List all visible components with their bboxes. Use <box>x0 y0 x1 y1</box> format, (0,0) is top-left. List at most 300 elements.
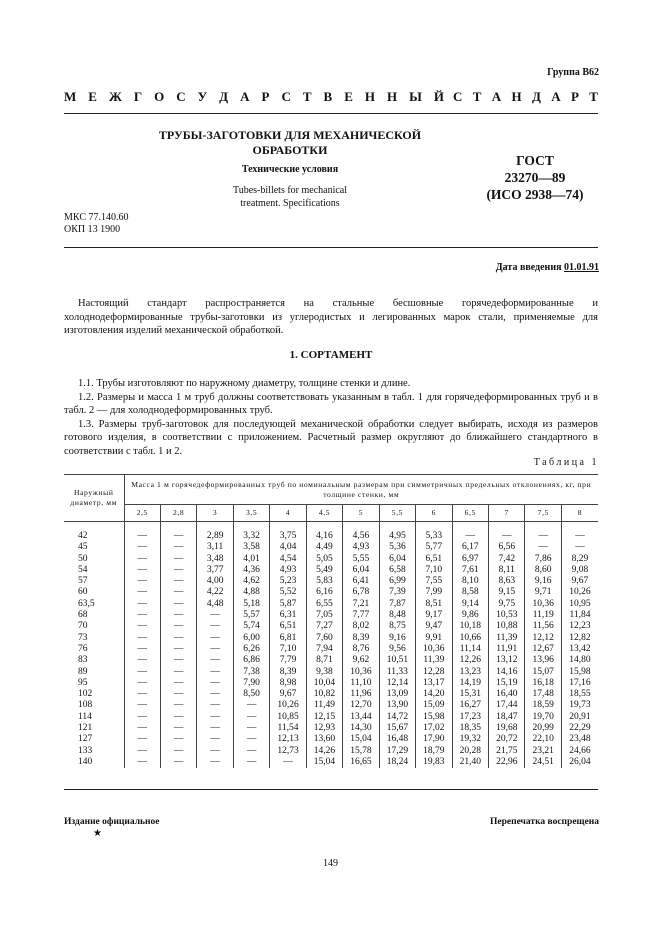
mass-cell: 17,44 <box>489 700 525 711</box>
diameter-cell: 45 <box>78 542 88 553</box>
mass-cell: — <box>197 655 233 666</box>
mass-cell: 10,85 <box>270 712 306 723</box>
mass-cell: 4,04 <box>270 542 306 553</box>
mass-cell: — <box>197 678 233 689</box>
mass-cell: — <box>160 621 196 632</box>
mass-cell: 8,75 <box>379 621 415 632</box>
mass-cell: — <box>160 667 196 678</box>
mass-cell: 3,32 <box>233 522 269 543</box>
mass-cell: 3,75 <box>270 522 306 543</box>
mass-cell: 6,17 <box>452 542 488 553</box>
mass-cell: 15,98 <box>561 667 598 678</box>
mass-cell: — <box>160 633 196 644</box>
thickness-header: 8 <box>561 505 598 522</box>
mass-cell: 3,48 <box>197 554 233 565</box>
mass-cell: 11,39 <box>489 633 525 644</box>
mass-cell: 17,48 <box>525 689 561 700</box>
thickness-header: 5 <box>343 505 379 522</box>
mass-cell: 21,40 <box>452 757 488 768</box>
mass-cell: 11,19 <box>525 610 561 621</box>
mass-cell: 7,10 <box>416 565 452 576</box>
mass-cell: 6,51 <box>270 621 306 632</box>
mass-cell: — <box>160 522 196 543</box>
table-row <box>64 633 598 644</box>
mass-cell: 7,55 <box>416 576 452 587</box>
mass-cell: — <box>124 565 160 576</box>
mass-cell: — <box>197 633 233 644</box>
mass-cell: — <box>124 522 160 543</box>
mass-cell: — <box>197 734 233 745</box>
mass-cell: 12,93 <box>306 723 342 734</box>
mass-cell: — <box>525 522 561 543</box>
date-value: 01.01.91 <box>564 262 599 273</box>
diameter-cell: 42 <box>78 531 88 541</box>
group-code: Группа В62 <box>547 67 599 78</box>
mass-cell: 8,39 <box>270 667 306 678</box>
thickness-header: 4 <box>270 505 306 522</box>
section-heading: 1. СОРТАМЕНТ <box>289 349 373 361</box>
mass-cell: 15,31 <box>452 689 488 700</box>
table-row <box>64 542 598 553</box>
mass-cell: 7,90 <box>233 678 269 689</box>
iso-number: (ИСО 2938—74) <box>486 187 584 202</box>
mass-cell: 24,51 <box>525 757 561 768</box>
mass-cell: — <box>124 712 160 723</box>
mass-cell: 8,71 <box>306 655 342 666</box>
mass-cell: 9,14 <box>452 599 488 610</box>
thickness-header: 6 <box>416 505 452 522</box>
banner-letter: А <box>551 89 561 104</box>
gost-number: 23270—89 <box>504 170 566 185</box>
mass-cell: 12,73 <box>270 746 306 757</box>
mass-cell: — <box>160 565 196 576</box>
mass-cell: — <box>160 746 196 757</box>
banner-letter: В <box>323 89 333 104</box>
mass-cell: 17,29 <box>379 746 415 757</box>
mass-cell: 11,39 <box>416 655 452 666</box>
mass-cell: 6,97 <box>452 554 488 565</box>
mass-cell: 14,72 <box>379 712 415 723</box>
mass-cell: 10,36 <box>525 599 561 610</box>
mass-cell: 4,93 <box>270 565 306 576</box>
mass-cell: 15,09 <box>416 700 452 711</box>
mass-cell: — <box>124 700 160 711</box>
mass-cell: 14,19 <box>452 678 488 689</box>
mass-cell: 7,61 <box>452 565 488 576</box>
mass-cell: 12,14 <box>379 678 415 689</box>
mass-cell: 11,96 <box>343 689 379 700</box>
diameter-cell: 60 <box>78 587 88 598</box>
mass-cell: 6,81 <box>270 633 306 644</box>
mass-cell: — <box>160 542 196 553</box>
mass-cell: 17,90 <box>416 734 452 745</box>
mass-cell: 13,60 <box>306 734 342 745</box>
diameter-cell: 50 <box>78 553 88 564</box>
mass-cell: 4,48 <box>197 599 233 610</box>
mass-cell: — <box>124 610 160 621</box>
mass-cell: 13,23 <box>452 667 488 678</box>
mass-cell: 5,87 <box>270 599 306 610</box>
table-row <box>64 644 598 655</box>
gost-designation <box>470 152 600 203</box>
mass-cell: — <box>160 700 196 711</box>
mass-cell: 6,86 <box>233 655 269 666</box>
mass-cell: 12,70 <box>343 700 379 711</box>
diameter-cell: 121 <box>78 723 93 734</box>
mass-cell: — <box>197 667 233 678</box>
mass-cell: 9,67 <box>270 689 306 700</box>
banner-letter: Н <box>511 89 522 104</box>
mass-cell: 9,08 <box>561 565 598 576</box>
mass-cell: 14,80 <box>561 655 598 666</box>
mass-cell: 12,67 <box>525 644 561 655</box>
banner-letter: Н <box>386 89 398 104</box>
mass-cell: 9,91 <box>416 633 452 644</box>
table-row <box>64 621 598 632</box>
mass-cell: 8,11 <box>489 565 525 576</box>
reprint-prohibited: Перепечатка воспрещена <box>489 817 599 827</box>
mass-cell: — <box>160 644 196 655</box>
mass-cell: 10,36 <box>416 644 452 655</box>
mass-cell: — <box>124 644 160 655</box>
official-edition: Издание официальное <box>64 817 160 827</box>
diameter-cell: 70 <box>78 621 88 632</box>
mass-cell: 18,35 <box>452 723 488 734</box>
mass-cell: 7,60 <box>306 633 342 644</box>
mass-cell: 6,41 <box>343 576 379 587</box>
mass-cell: — <box>124 599 160 610</box>
thickness-header: 6,5 <box>452 505 488 522</box>
table-row <box>64 678 598 689</box>
banner-letter: С <box>453 89 463 104</box>
mass-cell: 3,11 <box>197 542 233 553</box>
table-row <box>64 746 598 757</box>
mass-cell: — <box>160 599 196 610</box>
mass-cell: — <box>233 700 269 711</box>
mass-cell: 7,05 <box>306 610 342 621</box>
mass-cell: 17,02 <box>416 723 452 734</box>
mass-cell: 6,78 <box>343 587 379 598</box>
banner-letter: С <box>176 89 186 104</box>
mass-cell: 9,67 <box>561 576 598 587</box>
mass-cell: 18,55 <box>561 689 598 700</box>
mass-cell: 11,10 <box>343 678 379 689</box>
mass-cell: 7,21 <box>343 599 379 610</box>
thickness-header: 3 <box>197 505 233 522</box>
diameter-cell: 54 <box>78 564 88 575</box>
mass-cell: — <box>124 621 160 632</box>
mass-cell: 12,13 <box>270 734 306 745</box>
paragraph-1-3: 1.3. Размеры труб-заготовок для последующей механической обработки следует выбирать, исходя из размеров готового изделия, в соответствии с приложением. Расчетный размер округляют до ближайшего стандартного в соответствии с табл. 1 и 2. <box>64 418 598 457</box>
mass-cell: 12,23 <box>561 621 598 632</box>
diameter-cell: 63,5 <box>78 598 95 609</box>
title-line-2: ОБРАБОТКИ <box>252 143 328 157</box>
mass-cell: — <box>197 621 233 632</box>
table-row <box>64 522 598 543</box>
title-line-1: ТРУБЫ-ЗАГОТОВКИ ДЛЯ МЕХАНИЧЕСКОЙ <box>158 128 422 142</box>
mass-cell: 22,96 <box>489 757 525 768</box>
mass-cell: 4,54 <box>270 554 306 565</box>
mass-cell: 13,17 <box>416 678 452 689</box>
document-subtitle: Технические условия <box>241 164 339 175</box>
mass-cell: — <box>233 723 269 734</box>
mass-cell: — <box>525 542 561 553</box>
mass-cell: — <box>160 734 196 745</box>
star-mark: ★ <box>93 828 102 839</box>
diameter-cell: 133 <box>78 745 93 756</box>
mass-cell: 8,29 <box>561 554 598 565</box>
mass-cell: 23,21 <box>525 746 561 757</box>
mass-cell: 7,77 <box>343 610 379 621</box>
mass-cell: — <box>124 667 160 678</box>
diameter-cell: 73 <box>78 632 88 643</box>
mass-cell: 11,49 <box>306 700 342 711</box>
banner-letter: С <box>281 89 291 104</box>
mass-cell: — <box>197 700 233 711</box>
mass-cell: 6,56 <box>489 542 525 553</box>
mass-cell: 6,04 <box>343 565 379 576</box>
mass-cell: 14,26 <box>306 746 342 757</box>
mass-cell: — <box>233 712 269 723</box>
mass-cell: 10,18 <box>452 621 488 632</box>
banner-letter: Ы <box>409 89 422 104</box>
mass-cell: — <box>452 522 488 543</box>
mass-cell: 20,28 <box>452 746 488 757</box>
english-title-line-1: Tubes-billets for mechanical <box>232 185 348 196</box>
mass-cell: 8,51 <box>416 599 452 610</box>
mass-cell: 12,12 <box>525 633 561 644</box>
thickness-header: 3,5 <box>233 505 269 522</box>
mass-cell: 10,82 <box>306 689 342 700</box>
mass-cell: 8,48 <box>379 610 415 621</box>
mass-cell: 18,24 <box>379 757 415 768</box>
mass-cell: 5,57 <box>233 610 269 621</box>
mass-cell: 12,15 <box>306 712 342 723</box>
mass-cell: 15,04 <box>306 757 342 768</box>
mass-cell: 5,23 <box>270 576 306 587</box>
introduction-date <box>496 262 599 273</box>
mass-table <box>64 474 598 768</box>
mass-cell: 6,31 <box>270 610 306 621</box>
mass-cell: — <box>124 734 160 745</box>
mass-cell: — <box>197 610 233 621</box>
mass-cell: 4,56 <box>343 522 379 543</box>
mass-cell: 20,99 <box>525 723 561 734</box>
mass-cell: 3,58 <box>233 542 269 553</box>
table-row <box>64 576 598 587</box>
mass-cell: — <box>160 655 196 666</box>
mass-cell: 7,42 <box>489 554 525 565</box>
table-row <box>64 655 598 666</box>
mass-cell: 5,33 <box>416 522 452 543</box>
mass-cell: 10,26 <box>270 700 306 711</box>
mass-cell: 4,93 <box>343 542 379 553</box>
mass-cell: 10,88 <box>489 621 525 632</box>
mass-cell: — <box>270 757 306 768</box>
banner-letter: У <box>197 89 208 104</box>
mass-cell: 6,26 <box>233 644 269 655</box>
mass-cell: 13,96 <box>525 655 561 666</box>
mass-cell: 9,17 <box>416 610 452 621</box>
mass-cell: 17,23 <box>452 712 488 723</box>
diameter-cell: 102 <box>78 689 93 700</box>
mass-cell: — <box>124 746 160 757</box>
mass-cell: — <box>124 678 160 689</box>
mass-cell: 10,04 <box>306 678 342 689</box>
mass-cell: 8,98 <box>270 678 306 689</box>
mass-cell: — <box>197 757 233 768</box>
mass-cell: 9,16 <box>379 633 415 644</box>
intro-paragraph: Настоящий стандарт распространяется на стальные бесшовные горячедеформированные и холоднодеформированные трубы-заготовки из углеродистых и легированных марок стали, применяемые для изготовления изделий механической обработкой. <box>64 298 598 336</box>
mass-cell: 26,04 <box>561 757 598 768</box>
table-row <box>64 610 598 621</box>
mass-cell: 9,75 <box>489 599 525 610</box>
mass-cell: 12,26 <box>452 655 488 666</box>
mass-cell: — <box>124 689 160 700</box>
mass-cell: — <box>197 746 233 757</box>
mass-cell: — <box>489 522 525 543</box>
diameter-cell: 89 <box>78 666 88 677</box>
mass-cell: 9,56 <box>379 644 415 655</box>
mass-cell: 5,52 <box>270 587 306 598</box>
mass-cell: 6,55 <box>306 599 342 610</box>
mass-cell: 4,88 <box>233 587 269 598</box>
mass-cell: 9,16 <box>525 576 561 587</box>
mass-cell: 19,70 <box>525 712 561 723</box>
mass-cell: 9,15 <box>489 587 525 598</box>
mass-cell: 13,44 <box>343 712 379 723</box>
mass-cell: — <box>124 633 160 644</box>
mass-cell: 4,22 <box>197 587 233 598</box>
mass-cell: — <box>124 723 160 734</box>
banner-letter: А <box>240 89 250 104</box>
diameter-cell: 95 <box>78 677 88 688</box>
mass-cell: 8,39 <box>343 633 379 644</box>
table-row <box>64 723 598 734</box>
mass-cell: 14,20 <box>416 689 452 700</box>
table-row <box>64 734 598 745</box>
mass-cell: 8,50 <box>233 689 269 700</box>
mass-cell: 15,98 <box>416 712 452 723</box>
mass-cell: 15,78 <box>343 746 379 757</box>
mass-cell: — <box>124 542 160 553</box>
english-title <box>130 184 450 210</box>
mass-cell: 5,74 <box>233 621 269 632</box>
thickness-header: 5,5 <box>379 505 415 522</box>
mass-cell: 4,36 <box>233 565 269 576</box>
diameter-cell: 76 <box>78 643 88 654</box>
banner-letter: Ж <box>108 89 122 104</box>
diameter-cell: 127 <box>78 734 93 745</box>
mass-cell: 13,90 <box>379 700 415 711</box>
mass-cell: — <box>160 576 196 587</box>
mass-cell: 15,04 <box>343 734 379 745</box>
mass-cell: 22,29 <box>561 723 598 734</box>
mass-cell: 5,05 <box>306 554 342 565</box>
mass-cell: 22,10 <box>525 734 561 745</box>
mass-cell: 14,30 <box>343 723 379 734</box>
mass-cell: 5,83 <box>306 576 342 587</box>
thickness-header: 4,5 <box>306 505 342 522</box>
mass-cell: 15,67 <box>379 723 415 734</box>
mass-cell: 19,68 <box>489 723 525 734</box>
mass-cell: 13,12 <box>489 655 525 666</box>
mass-cell: 6,04 <box>379 554 415 565</box>
thickness-header: 2,5 <box>124 505 160 522</box>
date-label: Дата введения <box>495 262 562 273</box>
diameter-cell: 140 <box>78 756 93 767</box>
mass-cell: 4,62 <box>233 576 269 587</box>
mass-cell: — <box>233 746 269 757</box>
mass-cell: 11,56 <box>525 621 561 632</box>
banner-letter: Т <box>472 89 482 104</box>
banner-letter: Р <box>261 89 270 104</box>
mass-cell: 9,62 <box>343 655 379 666</box>
mass-cell: — <box>197 689 233 700</box>
mass-cell: 11,14 <box>452 644 488 655</box>
mass-cell: 10,51 <box>379 655 415 666</box>
mks-code: МКС 77.140.60 <box>64 212 129 223</box>
mass-cell: — <box>160 587 196 598</box>
mass-cell: 5,18 <box>233 599 269 610</box>
mass-cell: — <box>561 522 598 543</box>
mass-cell: 4,00 <box>197 576 233 587</box>
mass-cell: 10,66 <box>452 633 488 644</box>
mass-cell: — <box>233 734 269 745</box>
mass-cell: 20,72 <box>489 734 525 745</box>
mass-cell: 10,95 <box>561 599 598 610</box>
mass-cell: 4,49 <box>306 542 342 553</box>
mass-cell: 11,91 <box>489 644 525 655</box>
table-row <box>64 757 598 768</box>
table-row <box>64 554 598 565</box>
diameter-cell: 114 <box>78 711 92 722</box>
mass-cell: 19,83 <box>416 757 452 768</box>
mass-cell: 3,77 <box>197 565 233 576</box>
mass-cell: — <box>160 610 196 621</box>
mass-cell: — <box>124 757 160 768</box>
interstate-standard-banner <box>64 89 598 105</box>
mass-cell: 18,47 <box>489 712 525 723</box>
banner-letter: М <box>64 89 77 104</box>
mass-cell: 6,58 <box>379 565 415 576</box>
mass-cell: — <box>197 712 233 723</box>
banner-letter: Д <box>219 89 229 104</box>
gost-label: ГОСТ <box>516 153 554 168</box>
thickness-header: 7 <box>489 505 525 522</box>
mass-cell: 18,59 <box>525 700 561 711</box>
diameter-cell: 108 <box>78 700 93 711</box>
diameter-cell: 57 <box>78 576 88 587</box>
mass-cell: 7,87 <box>379 599 415 610</box>
mass-cell: — <box>160 554 196 565</box>
mass-cell: 8,60 <box>525 565 561 576</box>
classification-codes <box>64 212 128 236</box>
table-row <box>64 689 598 700</box>
banner-letter: А <box>491 89 502 104</box>
table-row <box>64 587 598 598</box>
mass-cell: 12,82 <box>561 633 598 644</box>
mass-cell: 8,10 <box>452 576 488 587</box>
mass-cell: 16,65 <box>343 757 379 768</box>
mass-cell: 11,33 <box>379 667 415 678</box>
mass-cell: 13,09 <box>379 689 415 700</box>
mass-cell: — <box>124 554 160 565</box>
mass-cell: — <box>160 689 196 700</box>
mass-cell: 7,86 <box>525 554 561 565</box>
banner-letter: Й <box>433 89 444 104</box>
mass-cell: 14,16 <box>489 667 525 678</box>
